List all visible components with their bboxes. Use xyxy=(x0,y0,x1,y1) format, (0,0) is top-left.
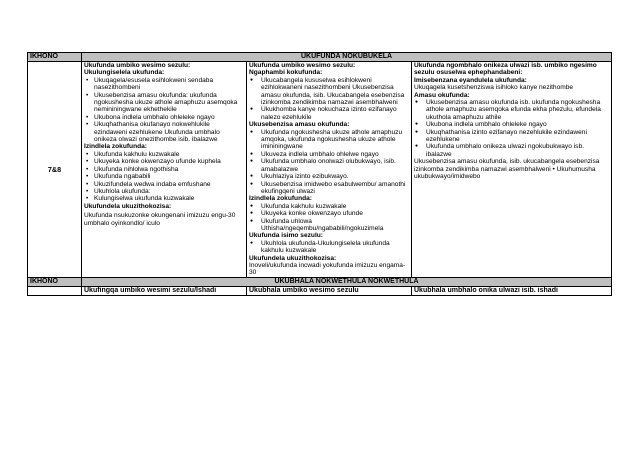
list-item: ● Ukufunda umbhalo onolwazi olubukwayo, isib. amabalazwe xyxy=(261,158,409,173)
list-item: ● Ukufunda umbhalo onikeza ulwazi ngokubukwayo isb. ibalazwe xyxy=(426,143,609,158)
col2-heading-4: Izindlela zokufunda: xyxy=(249,195,313,203)
list-item: ● Ukusebenzisa amasu okufunda isb. ukufunda ngokushesha athole amaphuzu asemqoka efunda ekha phezulu, efundela ukuthola amaphuzu athile xyxy=(426,99,609,121)
col1-methods-list xyxy=(84,151,244,203)
list-item: • Kulungiselwa ukufunda kuzwakale xyxy=(94,195,244,202)
bottom-cell-2: Ukubhala umbiko wesimo sezulu xyxy=(247,286,412,295)
col2-heading-5: Ukufunda isimo sezulu: xyxy=(249,232,324,240)
bottom-empty-cell xyxy=(28,286,82,295)
skill-header-cell-2: IKHONO xyxy=(28,277,82,286)
col2-heading-1: Ukufunda umbiko wesimo sezulu: xyxy=(249,62,356,69)
list-item: ● Ukufunda ngokushesha ukuze athole amaphuzu amqoka, ukufunda ngokushesha ukuze athole imininingwane xyxy=(261,129,409,151)
curriculum-table-page xyxy=(27,52,611,296)
col2-methods-list xyxy=(249,203,409,233)
list-item: ● Ukuhlaziya izinto ezibukwayo. xyxy=(261,173,409,180)
list-item: ● Ukubona indlela umbhalo ohleleke ngayo xyxy=(426,121,609,128)
col1-heading-4: Ukufundela ukuzithokozisa: xyxy=(84,202,172,210)
col3-heading-1: Ukufunda ngombhalo onikeza ulwazi isb. umbiko ngesimo sezulu osuselwa ephephandabeni: xyxy=(414,62,597,77)
list-item: • Ukufunda ngababili xyxy=(94,173,244,180)
col1-end-text: Ukufunda nsukuzonke okungenani imizuzu engu-30 umbhalo oyinkondlo/ iculo xyxy=(84,212,236,227)
col3-paragraph-2: Ukusebenzisa amasu okufunda, isib. ukucabangela esebenzisa izinkomba zendikimba namazwi asembhalweni • Ukuhumusha ukubukwayo/imidwebo xyxy=(414,158,600,181)
list-item: • Ukufunda nihlolwa ngothisha xyxy=(94,166,244,173)
column-2-cell xyxy=(247,62,412,278)
col3-strategy-list xyxy=(414,99,609,158)
col2-end-text: Inoveli/ukufunda incwadi yokufunda imizuzu engama-30 xyxy=(249,261,406,277)
col1-heading-2: Ukulungiselela ukufunda: xyxy=(84,69,165,77)
list-item: ● Ukuqhathanisa izinto ezifanayo nezehlukile ezindaweni ezehlukene xyxy=(426,129,609,144)
col2-pre-list xyxy=(249,77,409,121)
list-item: ● Ukufunda kakhulu kuzwakale xyxy=(261,203,409,210)
col2-heading-2: Ngaphambi kokufunda: xyxy=(249,69,323,77)
header-row-2 xyxy=(28,277,612,286)
curriculum-table xyxy=(27,52,612,296)
list-item: • Ukuhlola ukufunda: xyxy=(94,188,244,195)
col3-paragraph-1: Ukuqagela kusetshenziswa isihloko kanye nezithombe xyxy=(414,84,574,92)
column-3-cell xyxy=(412,62,612,278)
list-item: ● Ukufunda uhlowa Uthisha/ngeqembu/ngababili/ngokuzimela xyxy=(261,218,409,233)
bottom-cell-3: Ukubhala umbhalo onika ulwazi isib. ishadi xyxy=(412,286,612,295)
skill-header-cell: IKHONO xyxy=(28,53,82,62)
col2-strategy-list xyxy=(249,129,409,196)
list-item: • Ukufunda kakhulu kuzwakale xyxy=(94,151,244,158)
list-item: ● Ukucabangela kususelwa esihlokweni ezihlokwaneni nasezithombeni Ukusebenzisa amasu okufunda, isib. Ukucabangela esebenzisa izinkomba zendikimba namazwi asembhalweni xyxy=(261,77,409,107)
list-item: • Ukuqagela/esusela esihlokweni sendaba nasezithombeni xyxy=(94,77,244,92)
col2-heading-6: Ukufundela ukuzithokozisa: xyxy=(249,254,337,262)
list-item: • Ukuyeka konke okwenzayo ufunde kuphela xyxy=(94,158,244,165)
col1-heading-3: Izindlela zokufunda: xyxy=(84,143,148,151)
list-item: • Ukuzifundela wedwa indaba emfushane xyxy=(94,181,244,188)
grade-cell: 7&8 xyxy=(28,62,82,278)
col2-heading-3: Ukusebenzisa amasu okufunda: xyxy=(249,121,350,129)
col1-heading-1: Ukufunda umbiko wesimo sezulu: xyxy=(84,62,191,69)
list-item: • Ukusebenzisa amasu okufunda: ukufunda ngokushesha ukuze athole amaphuzu asemqoka nemininingwane ekhethekile xyxy=(94,92,244,114)
list-item: ● Ukuyeka konke okwenzayo ufunde xyxy=(261,210,409,217)
col3-heading-3: Amasu okufunda: xyxy=(414,91,470,99)
list-item: • Ukubona indlela umbhalo ohleleke ngayo xyxy=(94,114,244,121)
col3-heading-2: Imisebenzana eyandulela ukufunda: xyxy=(414,76,527,84)
bottom-row xyxy=(28,286,612,295)
section-title-cell-2: UKUBHALA NOKWETHULA NOKWETHULA xyxy=(82,277,612,286)
section-title-cell: UKUFUNDA NOKUBUKELA xyxy=(82,53,612,62)
list-item: ● Ukuveza indlela umbhalo ohlelwe ngayo xyxy=(261,151,409,158)
header-row xyxy=(28,53,612,62)
list-item: ● Ukuhlola ukufunda-Ukulungiselela ukufunda kakhulu kuzwakale xyxy=(261,240,409,255)
column-1-cell xyxy=(82,62,247,278)
bottom-cell-1: Ukufingqa umbiko wesimi sezulu/Ishadi xyxy=(82,286,247,295)
list-item: ● Ukukhomba kanye nokuchaza izinto ezifanayo nalezo ezehlukile xyxy=(261,106,409,121)
content-row xyxy=(28,62,612,278)
col1-prep-list xyxy=(84,77,244,144)
list-item: ● Ukusebenzisa imidwebo esabulwembu/ amanothi ekufingqeni ulwazi xyxy=(261,181,409,196)
col2-weather-list xyxy=(249,240,409,255)
list-item: • Ukuqhathanisa okufanayo nokwehlukile ezindaweni ezehlukene Ukufunda umbhalo onikeza olwazi onezithombe isib. ibalazwe xyxy=(94,121,244,143)
